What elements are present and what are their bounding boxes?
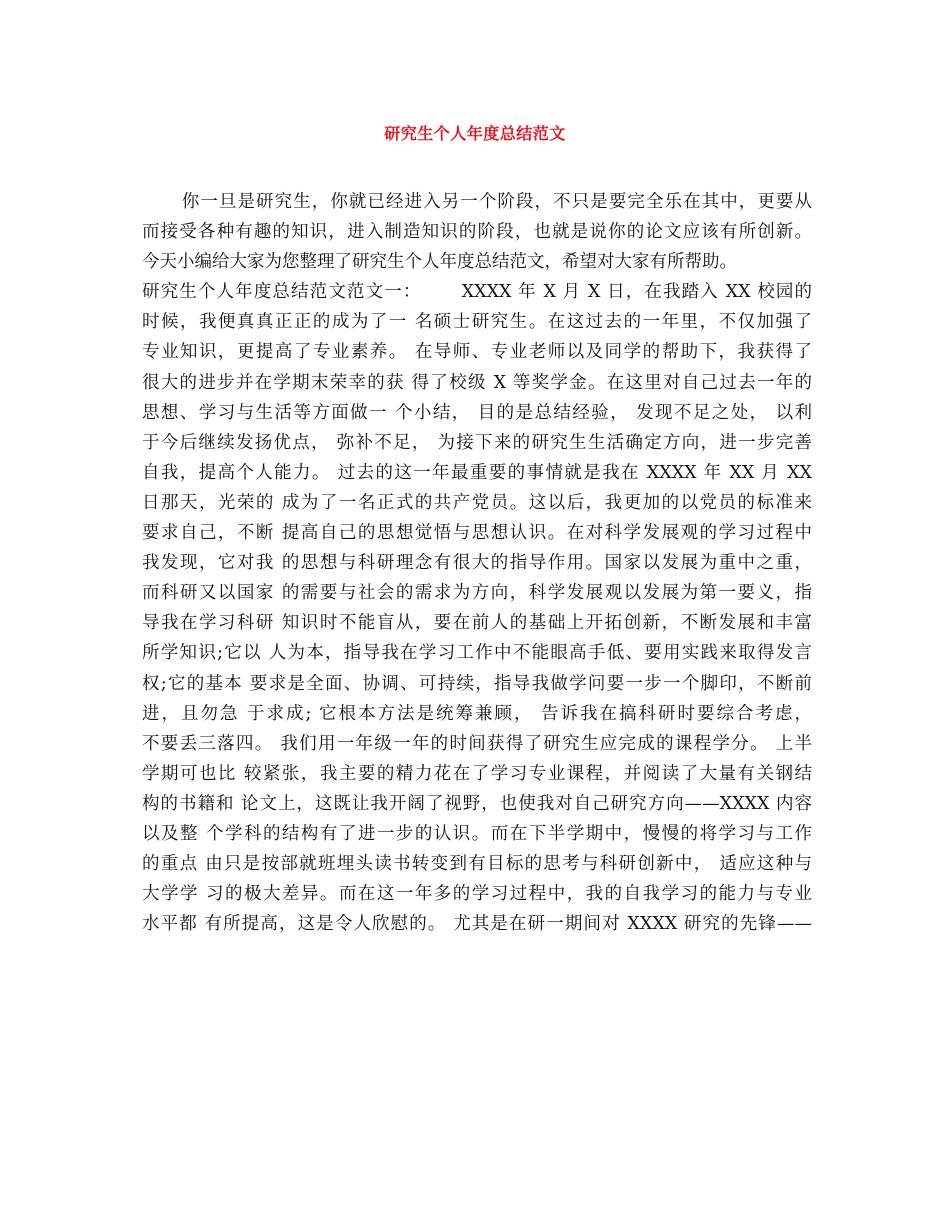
body-line: 研究生个人年度总结范文范文一： XXXX 年 X 月 X 日，在我踏入 XX 校园的 (142, 282, 812, 303)
body-line: 而科研又以国家 的需要与社会的需求为方向，科学发展观以发展为第一要义，指 (142, 583, 812, 604)
body-line: 进，且勿急 于求成; 它根本方法是统筹兼顾， 告诉我在搞科研时要综合考虑， (142, 703, 812, 724)
body-line: 我发现，它对我 的思想与科研理念有很大的指导作用。国家以发展为重中之重， (142, 553, 812, 574)
body-line: 于今后继续发扬优点， 弥补不足， 为接下来的研究生生活确定方向，进一步完善 (142, 432, 812, 453)
body-line: 不要丢三落四。 我们用一年级一年的时间获得了研究生应完成的课程学分。 上半 (142, 733, 812, 754)
body-line: 水平都 有所提高，这是令人欣慰的。 尤其是在研一期间对 XXXX 研究的先锋—— (142, 914, 812, 935)
body-line: 大学学 习的极大差异。而在这一年多的学习过程中，我的自我学习的能力与专业 (142, 884, 812, 905)
body-line: 要求自己，不断 提高自己的思想觉悟与思想认识。在对科学发展观的学习过程中 (142, 523, 812, 544)
body-line: 你一旦是研究生，你就已经进入另一个阶段，不只是要完全乐在其中，更要从 (142, 192, 812, 212)
body-line: 以及整 个学科的结构有了进一步的认识。而在下半学期中，慢慢的将学习与工作 (142, 823, 812, 844)
body-line: 权;它的基本 要求是全面、协调、可持续，指导我做学问要一步一个脚印，不断前 (142, 673, 812, 694)
body-line: 专业知识，更提高了专业素养。 在导师、专业老师以及同学的帮助下，我获得了 (142, 342, 812, 363)
body-line: 而接受各种有趣的知识，进入制造知识的阶段，也就是说你的论文应该有所创新。 (142, 222, 812, 243)
body-line: 自我，提高个人能力。 过去的这一年最重要的事情就是我在 XXXX 年 XX 月 XX (142, 462, 812, 483)
body-line: 导我在学习科研 知识时不能盲从，要在前人的基础上开拓创新，不断发展和丰富 (142, 613, 812, 634)
body-line: 今天小编给大家为您整理了研究生个人年度总结范文，希望对大家有所帮助。 (142, 252, 737, 273)
body-line: 很大的进步并在学期末荣幸的获 得了校级 X 等奖学金。在这里对自己过去一年的 (142, 372, 812, 393)
body-line: 构的书籍和 论文上，这既让我开阔了视野，也使我对自己研究方向——XXXX 内容 (142, 793, 812, 814)
body-line: 日那天，光荣的 成为了一名正式的共产党员。这以后，我更加的以党员的标准来 (142, 492, 812, 513)
body-line: 思想、学习与生活等方面做一 个小结， 目的是总结经验， 发现不足之处， 以利 (142, 402, 812, 423)
document-title: 研究生个人年度总结范文 (384, 124, 566, 143)
document-body (142, 187, 812, 939)
body-line: 时候，我便真真正正的成为了一 名硕士研究生。在这过去的一年里，不仅加强了 (142, 312, 812, 333)
body-line: 的重点 由只是按部就班埋头读书转变到有目标的思考与科研创新中， 适应这种与 (142, 854, 812, 875)
body-line: 所学知识;它以 人为本，指导我在学习工作中不能眼高手低、要用实践来取得发言 (142, 643, 812, 664)
body-line: 学期可也比 较紧张，我主要的精力花在了学习专业课程，并阅读了大量有关钢结 (142, 763, 812, 784)
